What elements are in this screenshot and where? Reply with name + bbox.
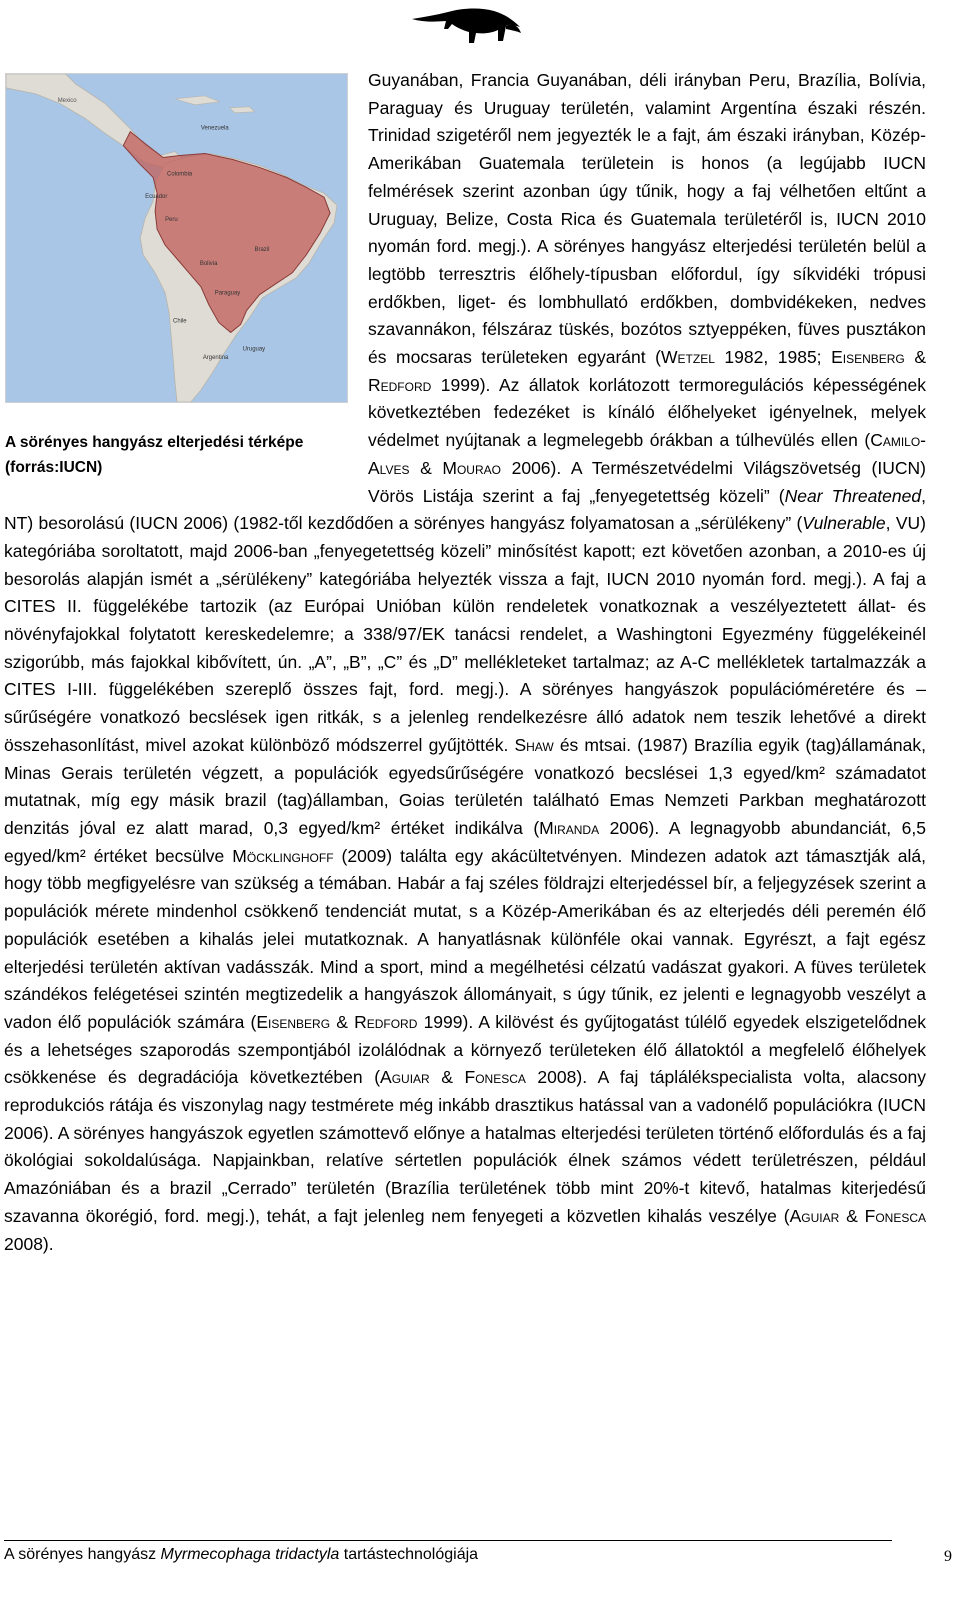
caption-source: (forrás:IUCN) [5,459,103,476]
author-name: Eisenberg [256,1011,331,1032]
text-run: 1999). Az állatok korlátozott termoregulációs képességének következtében fedezéket is kínáló élőhelyeket igényelnek, melyek védelmet nyújtanak a legmelegebb órákban a túlhevülés ellen ( [368,374,926,451]
text-run: & [429,1067,465,1088]
italic-term: Vulnerable [802,513,886,534]
footer-divider [4,1540,892,1541]
author-name: Mourao [442,457,501,478]
map-label: Paraguay [214,290,241,297]
text-run: (2009) találta egy akácültetvényen. Mindezen adatok azt támasztják alá, hogy több megfigyelésre van szükség a témában. Habár a faj széles földrajzi elterjedéssel bír, a feljegyzések szerint a populációk mérete mindenhol csökkenő tendenciát mutat, s a Közép-Amerikában és az elterjedés déli peremén élő populációk esetében a kihalás jelei mutatkoznak. A hanyatlásnak különféle okai vannak. Egyrészt, a fajt egész elterjedési területén aktívan vadásszák. Mind a sport, mind a megélhetési célzatú vadászat gyakori. A füves területek szándékos felégetései szintén megtizedelik a hangyászok állományait, s úgy tűnik, ez jelenti e legnagyobb veszélyt a vadon élő populációk számára ( [4,845,926,1032]
author-name: Camilo-Alves [368,430,926,478]
text-run: 2006). A legnagyobb abundanciát, 6,5 egyed/km² értéket becsülve [4,817,926,866]
map-label: Venezuela [200,125,229,132]
author-name: Aguiar [789,1205,840,1226]
text-run: 2008). A faj táplálékspecialista volta, alacsony reprodukciós rátája és viszonylag nagy testmérete még inkább drasztikus hatással van a vadonélő populációkra (IUCN 2006). A sörényes hangyászok egyetlen számottevő előnye a hatalmas elterjedési területen történő előfordulás és a faj ökológiai sokoldalúsága. Napjainkban, relatíve sértetlen populációk élnek számos védett területrészen, például Amazóniában és a brazil „Cerrado” területén (Brazília területének több mint 20%-t kitevő, hatalmas kiterjedésű szavanna ökorégió, ford. megj.), tehát, a fajt jelenleg nem fenyegeti a közvetlen kihalás veszélye ( [4,1067,926,1226]
text-run: 2006). A Természetvédelmi Világszövetség (IUCN) Vörös Listája szerint a faj „fenyegetettség közeli” ( [368,457,926,506]
map-label: Argentina [202,355,229,362]
map-label: Peru [165,217,178,224]
text-run: 1999). A kilövést és gyűjtogatást túlélő egyedek elszigetelődnek és a lehetséges szaporodás szempontjából izolálódnak a környező területeken élő állatoktól a megfelelő élőhelyek csökkenése és degradációja következtében ( [4,1011,926,1088]
text-run: & [904,347,926,368]
author-name: Möcklinghoff [232,845,334,866]
italic-term: Near Threatened [784,485,922,506]
footer-species: Myrmecophaga tridactyla [160,1546,340,1563]
text-run: és mtsai. (1987) Brazília egyik (tag)államának, Minas Gerais területén végzett, a populációk egyedsűrűségére vonatkozó becslései 1,3 egyed/km² számadatot mutatnak, míg egy másik brazil (tag)államban, Goias területén található Emas Nemzeti Parkban meghatározott denzitás jóval ez alatt marad, 0,3 egyed/km² értéket indikálva ( [4,734,927,838]
text-run: & [839,1205,865,1226]
map-label: Brazil [254,246,270,253]
author-name: Shaw [514,734,554,755]
text-run: 2008). [4,1233,54,1254]
map-label: Bolivia [199,260,218,267]
text-run: Guyanában, Francia Guyanában, déli irányban Peru, Brazília, Bolívia, Paraguay és Uruguay területén, valamint Argentína északi részén. Trinidad szigetéről nem jegyezték le a fajt, ám északi irányban, Közép-Amerikában Guatemala területein is honos (a legújabb IUCN felmérések szerint azonban úgy tűnik, hogy a faj vélhetően eltűnt a Uruguay, Belize, Costa Rica és Guatemala területéről is, IUCN 2010 nyomán ford. megj.). A sörényes hangyász elterjedési területén belül a legtöbb terresztris élőhely-típusban előfordul, így síkvidéki trópusi erdőkben, liget- és lombhullató erdőkben, dombvidékeken, nedves szavannákon, félszáraz tüskés, bozótos sztyeppéken, füves pusztákon és mocsaras területeken egyaránt ( [368,70,926,368]
figure-space [4,67,368,483]
text-run: , NT) besorolású (IUCN 2006) (1982-től kezdődően a sörényes hangyász folyamatosan a „sérülékeny” ( [4,485,926,534]
author-name: Eisenberg [831,347,905,368]
author-name: Redford [368,374,432,395]
map-label: Ecuador [145,194,168,201]
anteater-logo-icon [410,3,522,45]
author-name: Fonesca [864,1205,926,1226]
page-number: 9 [944,1548,952,1565]
text-run: , VU) kategóriába soroltatott, majd 2006-ban „fenyegetettség közeli” minősítést kapott; ezt követően azonban, a 2010-es új besorolás alapján ismét a „sérülékeny” kategóriába helyezték vissza a fajt, IUCN 2010 nyomán ford. megj.). A faj a CITES II. függelékébe tartozik (az Európai Unióban külön rendeletek vonatkoznak a veszélyeztetett állat- és növényfajokkal folytatott kereskedelemre; a 338/97/EK tanácsi rendelet, a Washingtoni Egyezmény függelékeinél szigorúbb, más fajokkal kibővített, ún. „A”, „B”, „C” és „D” mellékleteket tartalmaz; az A-C mellékletek tartalmazzák a CITES I-III. függelékében szereplő összes fajt, ford. megj.). A sörényes hangyászok populációméretére és –sűrűségére vonatkozó becslések igen ritkák, s a jelenleg rendelkezésre álló adatok nem teszik lehetővé a direkt összehasonlítást, mivel azokat különböző módszerrel gyűjtötték. [4,513,926,755]
map-label: Colombia [167,171,193,178]
map-label: Uruguay [242,346,266,353]
map-label: Mexico [57,97,77,104]
running-footer [4,1546,478,1564]
author-name: Redford [354,1011,418,1032]
author-name: Wetzel [661,347,715,368]
text-run: & [409,457,443,478]
footer-text: tartástechnológiája [339,1546,479,1563]
author-name: Fonesca [464,1067,526,1088]
footer-text: A sörényes hangyász [4,1546,161,1563]
text-run: & [330,1011,355,1032]
author-name: Aguiar [380,1067,430,1088]
caption-title: A sörényes hangyász elterjedési térképe [5,434,304,451]
map-label: Chile [173,318,187,325]
body-text [4,67,926,1258]
author-name: Miranda [539,817,600,838]
text-run: 1982, 1985; [714,347,832,368]
